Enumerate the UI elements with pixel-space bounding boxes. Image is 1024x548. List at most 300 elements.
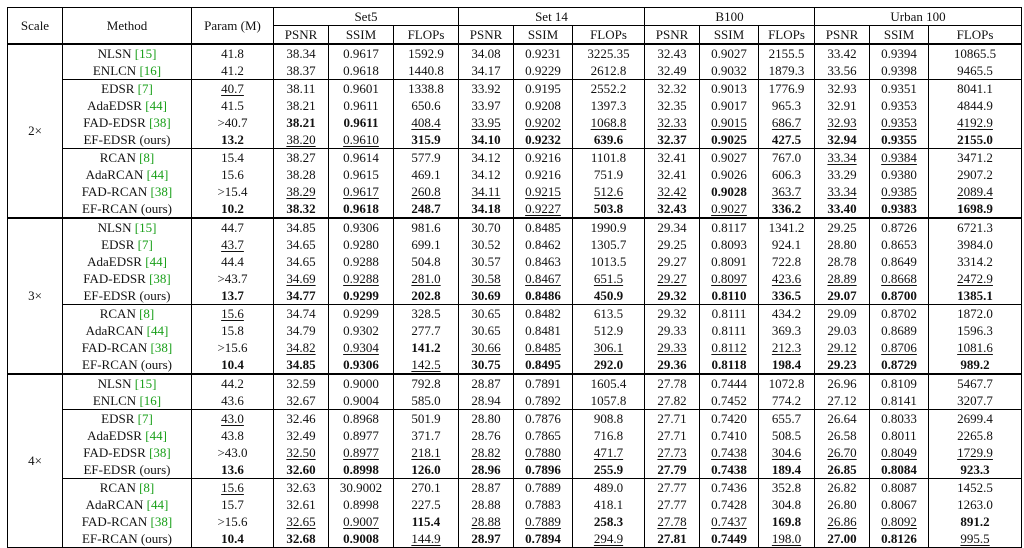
ssim-cell: 0.9617 <box>329 183 394 200</box>
flops-cell: 606.3 <box>759 166 815 183</box>
citation-link[interactable]: [44] <box>145 253 167 269</box>
method-name: EDSR <box>101 80 138 96</box>
citation-link[interactable]: [38] <box>150 513 173 529</box>
header-metric-psnr: PSNR <box>274 26 329 45</box>
citation-link[interactable]: [16] <box>139 392 162 408</box>
ssim-cell: 0.9302 <box>329 322 394 339</box>
ssim-cell: 30.9002 <box>329 479 394 497</box>
ssim-cell: 0.7437 <box>700 513 759 530</box>
param-cell: 15.6 <box>192 305 274 323</box>
ssim-cell: 0.7410 <box>700 427 759 444</box>
flops-cell: 144.9 <box>394 530 459 548</box>
flops-cell: 352.8 <box>759 479 815 497</box>
ssim-cell: 0.8141 <box>870 392 929 410</box>
flops-cell: 469.1 <box>394 166 459 183</box>
flops-cell: 255.9 <box>573 461 645 479</box>
param-cell: >15.6 <box>192 513 274 530</box>
method-name: EF-RCAN <box>82 530 141 546</box>
psnr-cell: 34.85 <box>274 218 329 236</box>
ssim-cell: 0.9027 <box>700 200 759 218</box>
ssim-cell: 0.8668 <box>870 270 929 287</box>
ssim-cell: 0.7438 <box>700 461 759 479</box>
flops-cell: 294.9 <box>573 530 645 548</box>
psnr-cell: 33.34 <box>815 149 870 167</box>
flops-cell: 471.7 <box>573 444 645 461</box>
citation-link[interactable]: [38] <box>150 339 173 355</box>
flops-cell: 1440.8 <box>394 62 459 80</box>
flops-cell: 141.2 <box>394 339 459 356</box>
flops-cell: 792.8 <box>394 374 459 392</box>
psnr-cell: 32.37 <box>645 131 700 149</box>
ssim-cell: 0.9618 <box>329 62 394 80</box>
ssim-cell: 0.7891 <box>514 374 573 392</box>
psnr-cell: 32.91 <box>815 97 870 114</box>
table-row <box>8 287 1022 305</box>
table-row <box>8 392 1022 410</box>
ssim-cell: 0.8700 <box>870 287 929 305</box>
psnr-cell: 34.65 <box>274 253 329 270</box>
ssim-cell: 0.9288 <box>329 270 394 287</box>
table-row <box>8 374 1022 392</box>
table-row <box>8 236 1022 253</box>
citation-link[interactable]: [44] <box>146 166 169 182</box>
flops-cell: 142.5 <box>394 356 459 374</box>
psnr-cell: 29.03 <box>815 322 870 339</box>
psnr-cell: 29.25 <box>815 218 870 236</box>
table-row <box>8 444 1022 461</box>
psnr-cell: 27.77 <box>645 479 700 497</box>
psnr-cell: 29.12 <box>815 339 870 356</box>
flops-cell: 408.4 <box>394 114 459 131</box>
flops-cell: 503.8 <box>573 200 645 218</box>
ssim-cell: 0.9028 <box>700 183 759 200</box>
param-cell: 10.2 <box>192 200 274 218</box>
flops-cell: 699.1 <box>394 236 459 253</box>
param-cell: 13.2 <box>192 131 274 149</box>
flops-cell: 248.7 <box>394 200 459 218</box>
flops-cell: 2699.4 <box>929 410 1022 428</box>
table-row <box>8 305 1022 323</box>
method-cell <box>63 444 192 461</box>
citation-link[interactable]: [15] <box>134 219 157 235</box>
psnr-cell: 34.65 <box>274 236 329 253</box>
method-name: NLSN <box>97 219 135 235</box>
ssim-cell: 0.8111 <box>700 305 759 323</box>
psnr-cell: 34.08 <box>459 44 514 62</box>
psnr-cell: 32.59 <box>274 374 329 392</box>
header-metric-ssim: SSIM <box>329 26 394 45</box>
table-row <box>8 218 1022 236</box>
ssim-cell: 0.9618 <box>329 200 394 218</box>
flops-cell: 189.4 <box>759 461 815 479</box>
flops-cell: 512.6 <box>573 183 645 200</box>
flops-cell: 2155.5 <box>759 44 815 62</box>
psnr-cell: 29.23 <box>815 356 870 374</box>
ssim-cell: 0.9032 <box>700 62 759 80</box>
method-name: AdaRCAN <box>85 322 147 338</box>
header-metric-ssim: SSIM <box>514 26 573 45</box>
flops-cell: 9465.5 <box>929 62 1022 80</box>
flops-cell: 371.7 <box>394 427 459 444</box>
flops-cell: 304.6 <box>759 444 815 461</box>
flops-cell: 1072.8 <box>759 374 815 392</box>
param-cell: 15.8 <box>192 322 274 339</box>
method-cell <box>63 479 192 497</box>
flops-cell: 2155.0 <box>929 131 1022 149</box>
flops-cell: 336.2 <box>759 200 815 218</box>
flops-cell: 369.3 <box>759 322 815 339</box>
ssim-cell: 0.7436 <box>700 479 759 497</box>
ssim-cell: 0.8689 <box>870 322 929 339</box>
scale-cell: 4× <box>8 374 63 548</box>
ssim-cell: 0.8998 <box>329 461 394 479</box>
citation-link[interactable]: [7] <box>137 80 153 96</box>
psnr-cell: 27.12 <box>815 392 870 410</box>
psnr-cell: 29.33 <box>645 322 700 339</box>
psnr-cell: 38.32 <box>274 200 329 218</box>
header-metric-flops: FLOPs <box>394 26 459 45</box>
psnr-cell: 33.40 <box>815 200 870 218</box>
psnr-cell: 30.65 <box>459 322 514 339</box>
method-cell <box>63 356 192 374</box>
method-name: FAD-EDSR <box>83 114 150 130</box>
method-cell <box>63 427 192 444</box>
psnr-cell: 34.82 <box>274 339 329 356</box>
flops-cell: 1341.2 <box>759 218 815 236</box>
header-scale: Scale <box>8 8 63 45</box>
flops-cell: 1263.0 <box>929 496 1022 513</box>
table-row <box>8 339 1022 356</box>
flops-cell: 1057.8 <box>573 392 645 410</box>
flops-cell: 767.0 <box>759 149 815 167</box>
table-row <box>8 62 1022 80</box>
citation-link[interactable]: [44] <box>145 427 167 443</box>
psnr-cell: 30.70 <box>459 218 514 236</box>
psnr-cell: 34.17 <box>459 62 514 80</box>
psnr-cell: 34.12 <box>459 166 514 183</box>
psnr-cell: 32.43 <box>645 200 700 218</box>
param-cell: 44.4 <box>192 253 274 270</box>
method-name: RCAN <box>99 305 140 321</box>
method-suffix: (ours) <box>140 356 172 372</box>
psnr-cell: 27.79 <box>645 461 700 479</box>
flops-cell: 418.1 <box>573 496 645 513</box>
ssim-cell: 0.8977 <box>329 444 394 461</box>
method-name: AdaEDSR <box>87 97 146 113</box>
ssim-cell: 0.9017 <box>700 97 759 114</box>
ssim-cell: 0.8729 <box>870 356 929 374</box>
psnr-cell: 32.94 <box>815 131 870 149</box>
psnr-cell: 30.52 <box>459 236 514 253</box>
method-cell <box>63 62 192 80</box>
ssim-cell: 0.8968 <box>329 410 394 428</box>
header-metric-psnr: PSNR <box>645 26 700 45</box>
ssim-cell: 0.9614 <box>329 149 394 167</box>
method-cell <box>63 513 192 530</box>
ssim-cell: 0.9231 <box>514 44 573 62</box>
citation-link[interactable]: [44] <box>146 496 169 512</box>
ssim-cell: 0.8049 <box>870 444 929 461</box>
flops-cell: 423.6 <box>759 270 815 287</box>
method-suffix: (ours) <box>139 131 171 147</box>
table-row <box>8 427 1022 444</box>
param-cell: 41.8 <box>192 44 274 62</box>
ssim-cell: 0.7428 <box>700 496 759 513</box>
header-method: Method <box>63 8 192 45</box>
ssim-cell: 0.8112 <box>700 339 759 356</box>
psnr-cell: 33.95 <box>459 114 514 131</box>
citation-link[interactable]: [7] <box>137 236 153 252</box>
citation-link[interactable]: [8] <box>139 149 155 165</box>
citation-link[interactable]: [38] <box>150 183 173 199</box>
flops-cell: 501.9 <box>394 410 459 428</box>
citation-link[interactable]: [38] <box>149 114 171 130</box>
psnr-cell: 28.80 <box>459 410 514 428</box>
method-cell <box>63 97 192 114</box>
flops-cell: 686.7 <box>759 114 815 131</box>
flops-cell: 1397.3 <box>573 97 645 114</box>
param-cell: 43.7 <box>192 236 274 253</box>
flops-cell: 1068.8 <box>573 114 645 131</box>
flops-cell: 1305.7 <box>573 236 645 253</box>
ssim-cell: 0.9601 <box>329 80 394 98</box>
psnr-cell: 28.78 <box>815 253 870 270</box>
flops-cell: 1338.8 <box>394 80 459 98</box>
flops-cell: 270.1 <box>394 479 459 497</box>
ssim-cell: 0.9611 <box>329 114 394 131</box>
ssim-cell: 0.8463 <box>514 253 573 270</box>
flops-cell: 1698.9 <box>929 200 1022 218</box>
method-cell <box>63 339 192 356</box>
ssim-cell: 0.8481 <box>514 322 573 339</box>
ssim-cell: 0.9280 <box>329 236 394 253</box>
ssim-cell: 0.8462 <box>514 236 573 253</box>
citation-link[interactable]: [16] <box>139 62 162 78</box>
flops-cell: 427.5 <box>759 131 815 149</box>
psnr-cell: 29.36 <box>645 356 700 374</box>
param-cell: 15.6 <box>192 479 274 497</box>
param-cell: 10.4 <box>192 356 274 374</box>
flops-cell: 450.9 <box>573 287 645 305</box>
flops-cell: 613.5 <box>573 305 645 323</box>
ssim-cell: 0.9008 <box>329 530 394 548</box>
flops-cell: 751.9 <box>573 166 645 183</box>
psnr-cell: 28.89 <box>815 270 870 287</box>
psnr-cell: 34.18 <box>459 200 514 218</box>
ssim-cell: 0.8011 <box>870 427 929 444</box>
citation-link[interactable]: [15] <box>134 45 157 61</box>
ssim-cell: 0.9229 <box>514 62 573 80</box>
method-name: NLSN <box>97 45 135 61</box>
psnr-cell: 32.46 <box>274 410 329 428</box>
citation-link[interactable]: [8] <box>139 479 155 495</box>
method-name: RCAN <box>99 479 140 495</box>
ssim-cell: 0.9004 <box>329 392 394 410</box>
flops-cell: 639.6 <box>573 131 645 149</box>
psnr-cell: 28.87 <box>459 374 514 392</box>
flops-cell: 281.0 <box>394 270 459 287</box>
header-metric-ssim: SSIM <box>870 26 929 45</box>
ssim-cell: 0.9027 <box>700 44 759 62</box>
ssim-cell: 0.8091 <box>700 253 759 270</box>
header-metric-flops: FLOPs <box>759 26 815 45</box>
flops-cell: 1776.9 <box>759 80 815 98</box>
param-cell: 15.4 <box>192 149 274 167</box>
param-cell: >15.4 <box>192 183 274 200</box>
ssim-cell: 0.9215 <box>514 183 573 200</box>
psnr-cell: 29.32 <box>645 287 700 305</box>
psnr-cell: 26.96 <box>815 374 870 392</box>
psnr-cell: 29.32 <box>645 305 700 323</box>
psnr-cell: 27.82 <box>645 392 700 410</box>
header-metric-flops: FLOPs <box>573 26 645 45</box>
ssim-cell: 0.7420 <box>700 410 759 428</box>
ssim-cell: 0.9306 <box>329 356 394 374</box>
flops-cell: 126.0 <box>394 461 459 479</box>
psnr-cell: 30.69 <box>459 287 514 305</box>
method-name: ENLCN <box>92 392 140 408</box>
method-cell <box>63 183 192 200</box>
flops-cell: 5467.7 <box>929 374 1022 392</box>
table-row <box>8 513 1022 530</box>
ssim-cell: 0.8126 <box>870 530 929 548</box>
psnr-cell: 32.42 <box>645 183 700 200</box>
ssim-cell: 0.9195 <box>514 80 573 98</box>
ssim-cell: 0.9025 <box>700 131 759 149</box>
method-cell <box>63 200 192 218</box>
flops-cell: 212.3 <box>759 339 815 356</box>
citation-link[interactable]: [38] <box>149 444 171 460</box>
ssim-cell: 0.9385 <box>870 183 929 200</box>
psnr-cell: 38.21 <box>274 114 329 131</box>
flops-cell: 2907.2 <box>929 166 1022 183</box>
flops-cell: 2612.8 <box>573 62 645 80</box>
param-cell: 15.6 <box>192 166 274 183</box>
ssim-cell: 0.8485 <box>514 218 573 236</box>
psnr-cell: 29.34 <box>645 218 700 236</box>
flops-cell: 1729.9 <box>929 444 1022 461</box>
method-cell <box>63 166 192 183</box>
ssim-cell: 0.8998 <box>329 496 394 513</box>
param-cell: 44.7 <box>192 218 274 236</box>
flops-cell: 10865.5 <box>929 44 1022 62</box>
citation-link[interactable]: [44] <box>145 97 167 113</box>
table-row <box>8 149 1022 167</box>
flops-cell: 655.7 <box>759 410 815 428</box>
flops-cell: 585.0 <box>394 392 459 410</box>
flops-cell: 1990.9 <box>573 218 645 236</box>
scale-cell: 2× <box>8 44 63 218</box>
method-cell <box>63 496 192 513</box>
psnr-cell: 28.96 <box>459 461 514 479</box>
method-name: FAD-EDSR <box>83 444 150 460</box>
flops-cell: 981.6 <box>394 218 459 236</box>
psnr-cell: 28.88 <box>459 513 514 530</box>
psnr-cell: 38.37 <box>274 62 329 80</box>
psnr-cell: 28.88 <box>459 496 514 513</box>
psnr-cell: 32.35 <box>645 97 700 114</box>
psnr-cell: 27.81 <box>645 530 700 548</box>
ssim-cell: 0.9610 <box>329 131 394 149</box>
ssim-cell: 0.7452 <box>700 392 759 410</box>
psnr-cell: 27.78 <box>645 513 700 530</box>
table-row <box>8 270 1022 287</box>
psnr-cell: 26.82 <box>815 479 870 497</box>
citation-link[interactable]: [15] <box>134 375 157 391</box>
header-dataset-set5: Set5 <box>274 8 459 26</box>
table-row <box>8 200 1022 218</box>
method-name: EDSR <box>101 410 138 426</box>
flops-cell: 722.8 <box>759 253 815 270</box>
method-suffix: (ours) <box>139 287 171 303</box>
ssim-cell: 0.9026 <box>700 166 759 183</box>
psnr-cell: 27.77 <box>645 496 700 513</box>
psnr-cell: 29.07 <box>815 287 870 305</box>
citation-link[interactable]: [38] <box>149 270 171 286</box>
psnr-cell: 34.79 <box>274 322 329 339</box>
ssim-cell: 0.9304 <box>329 339 394 356</box>
psnr-cell: 32.67 <box>274 392 329 410</box>
flops-cell: 512.9 <box>573 322 645 339</box>
ssim-cell: 0.8117 <box>700 218 759 236</box>
method-name: EF-RCAN <box>82 356 141 372</box>
ssim-cell: 0.7880 <box>514 444 573 461</box>
method-name: FAD-RCAN <box>81 339 151 355</box>
ssim-cell: 0.9227 <box>514 200 573 218</box>
flops-cell: 995.5 <box>929 530 1022 548</box>
citation-link[interactable]: [44] <box>146 322 169 338</box>
citation-link[interactable]: [8] <box>139 305 155 321</box>
results-table <box>7 7 1022 548</box>
ssim-cell: 0.7449 <box>700 530 759 548</box>
flops-cell: 4192.9 <box>929 114 1022 131</box>
flops-cell: 304.8 <box>759 496 815 513</box>
method-cell <box>63 44 192 62</box>
ssim-cell: 0.9611 <box>329 97 394 114</box>
param-cell: >43.7 <box>192 270 274 287</box>
psnr-cell: 32.49 <box>274 427 329 444</box>
ssim-cell: 0.9216 <box>514 149 573 167</box>
psnr-cell: 26.70 <box>815 444 870 461</box>
psnr-cell: 27.73 <box>645 444 700 461</box>
method-cell <box>63 218 192 236</box>
ssim-cell: 0.7894 <box>514 530 573 548</box>
flops-cell: 2089.4 <box>929 183 1022 200</box>
ssim-cell: 0.9015 <box>700 114 759 131</box>
method-name: ENLCN <box>92 62 140 78</box>
citation-link[interactable]: [7] <box>137 410 153 426</box>
psnr-cell: 32.41 <box>645 166 700 183</box>
method-cell <box>63 374 192 392</box>
flops-cell: 965.3 <box>759 97 815 114</box>
psnr-cell: 38.20 <box>274 131 329 149</box>
flops-cell: 1596.3 <box>929 322 1022 339</box>
flops-cell: 1101.8 <box>573 149 645 167</box>
method-name: EF-RCAN <box>82 200 141 216</box>
psnr-cell: 34.10 <box>459 131 514 149</box>
ssim-cell: 0.7889 <box>514 513 573 530</box>
psnr-cell: 38.28 <box>274 166 329 183</box>
table-row <box>8 410 1022 428</box>
ssim-cell: 0.9394 <box>870 44 929 62</box>
flops-cell: 3225.35 <box>573 44 645 62</box>
table-row <box>8 131 1022 149</box>
psnr-cell: 29.09 <box>815 305 870 323</box>
param-cell: >43.0 <box>192 444 274 461</box>
psnr-cell: 32.68 <box>274 530 329 548</box>
header-dataset-set14: Set 14 <box>459 8 645 26</box>
psnr-cell: 27.00 <box>815 530 870 548</box>
